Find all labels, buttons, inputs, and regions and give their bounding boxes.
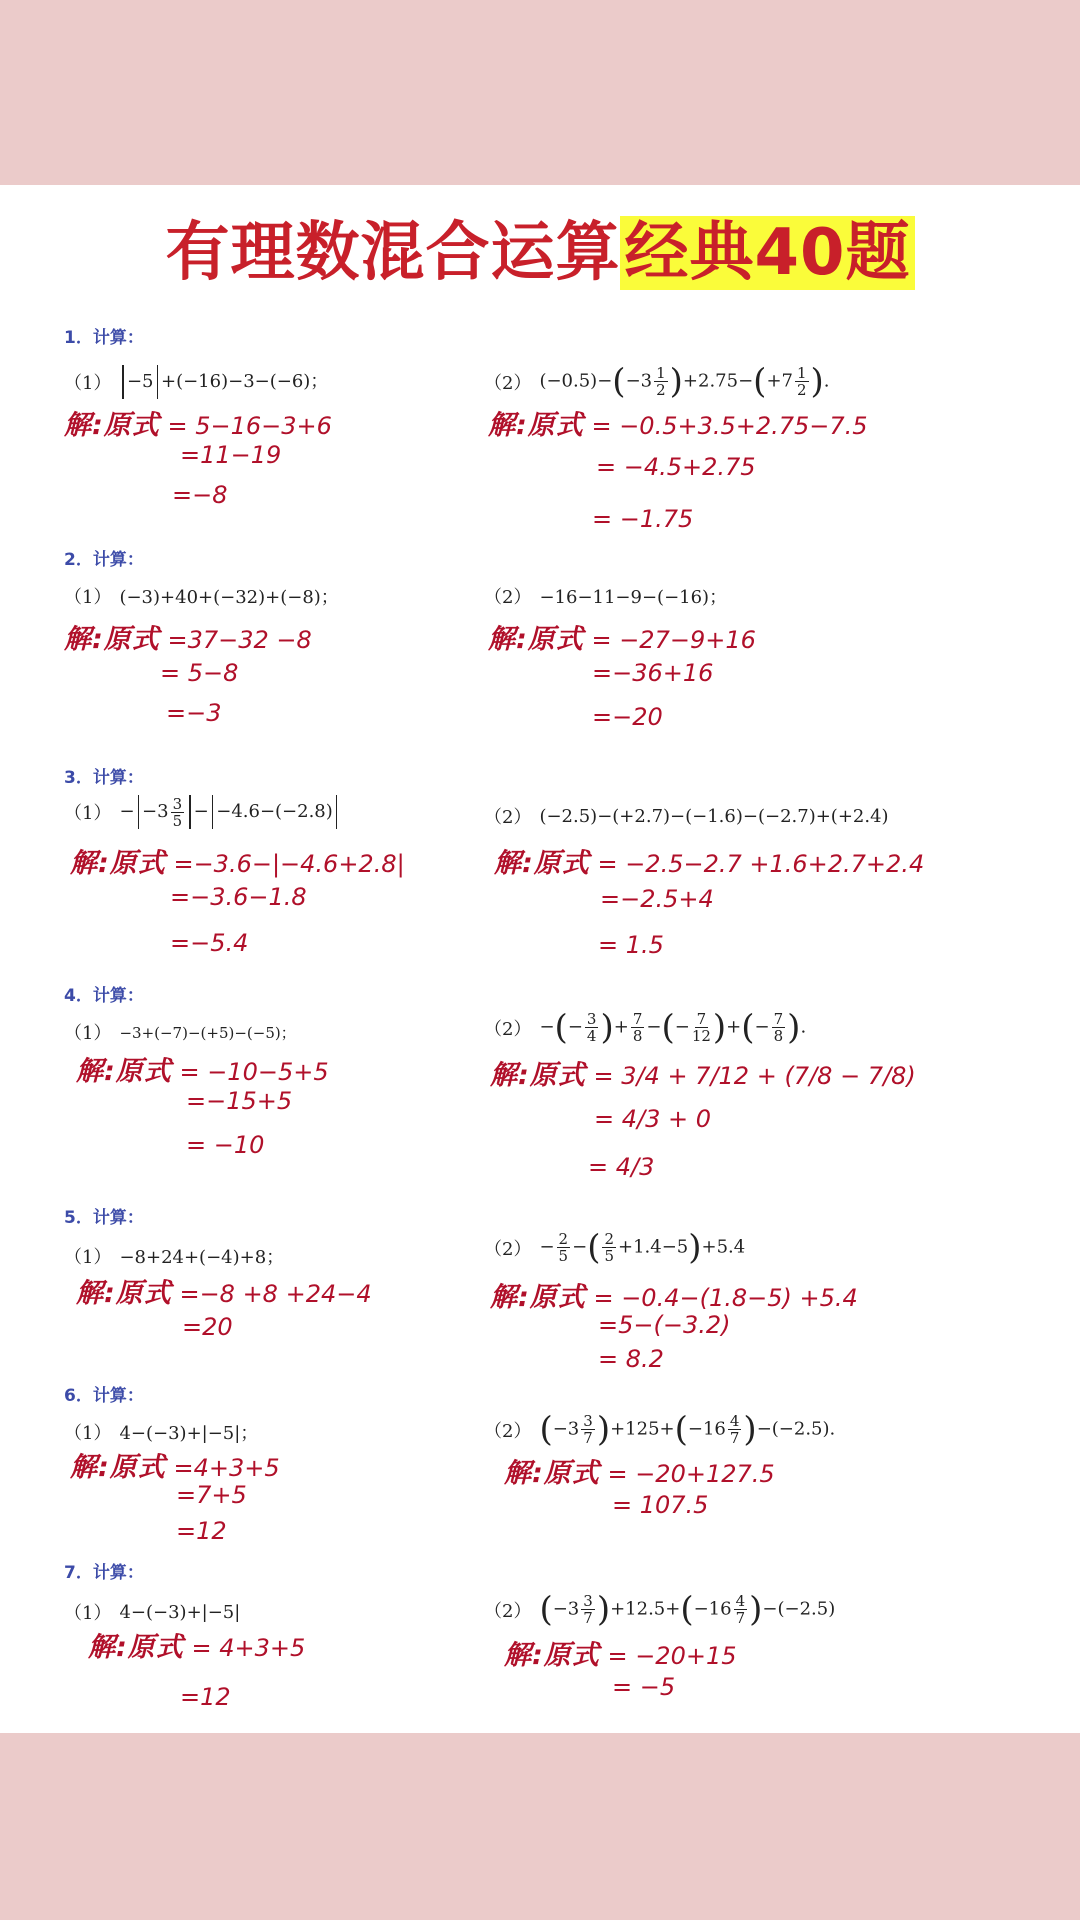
problem-tag: （2）: [484, 1238, 532, 1260]
solution-label: 解:原式: [490, 1282, 586, 1313]
problem-3-2: [484, 803, 889, 829]
solution-5-2: [490, 1275, 858, 1314]
solution-step: = 4/3 + 0: [594, 1105, 711, 1133]
problem-tag: （1）: [64, 1603, 112, 1624]
section-4-heading: 4．计算：: [64, 986, 144, 1006]
problem-expression: (−3 $\frac{3}{7}$ )+12.5+(−16 $\frac{4}{7}$ )−(−2.5): [539, 1589, 836, 1630]
solution-label: 解:原式: [70, 848, 166, 879]
solution-step: = −0.5+3.5+2.75−7.5: [591, 412, 868, 440]
solution-step: =−3.6−1.8: [170, 883, 307, 911]
solution-label: 解:原式: [504, 1458, 600, 1489]
solution-2-1: [64, 617, 312, 656]
solution-step: =−5.4: [170, 929, 249, 957]
solution-step: =−20: [592, 703, 663, 731]
problem-tag: （1）: [64, 587, 112, 608]
solution-step: = −10: [186, 1131, 265, 1159]
solution-step: = 5−16−3+6: [167, 412, 332, 440]
problem-6-2: [484, 1409, 836, 1450]
problem-tag: （1）: [64, 373, 112, 394]
problem-expression: (−2.5)−(+2.7)−(−1.6)−(−2.7)+(+2.4): [539, 805, 889, 827]
solution-label: 解:原式: [490, 1060, 586, 1091]
problem-expression: − −3 $\frac{3}{5}$ − −4.6−(−2.8): [119, 795, 340, 829]
problem-tag: （1）: [64, 803, 112, 824]
solution-step: = 4+3+5: [191, 1634, 306, 1662]
solution-step: =11−19: [180, 441, 282, 469]
problem-4-2: [484, 1007, 807, 1048]
solution-step: = −10−5+5: [179, 1058, 329, 1086]
solution-step: =12: [180, 1683, 231, 1711]
solution-step: =−8: [172, 481, 228, 509]
solution-6-2: [504, 1451, 775, 1490]
problem-expression: − $\frac{2}{5}$ −( $\frac{2}{5}$ +1.4−5)+5.4: [539, 1227, 746, 1268]
solution-2-2: [488, 617, 756, 656]
problem-2-2: [484, 583, 727, 609]
solution-step: = 1.5: [598, 931, 664, 959]
solution-step: = −2.5−2.7 +1.6+2.7+2.4: [597, 850, 925, 878]
solution-label: 解:原式: [76, 1056, 172, 1087]
solution-label: 解:原式: [64, 624, 160, 655]
section-2-heading: 2．计算：: [64, 550, 144, 570]
problem-tag: （1）: [64, 1423, 112, 1444]
solution-step: =37−32 −8: [167, 626, 312, 654]
problem-expression: (−3)+40+(−32)+(−8)；: [119, 587, 339, 608]
solution-step: =−2.5+4: [600, 885, 714, 913]
solution-step: = −20+127.5: [607, 1460, 775, 1488]
title-highlight: 经典40题: [620, 216, 914, 290]
solution-7-2: [504, 1633, 737, 1672]
problem-expression: 4−(−3)+|−5|: [119, 1601, 241, 1623]
solution-step: =20: [182, 1313, 233, 1341]
problem-tag: （2）: [484, 372, 532, 394]
solution-step: = −4.5+2.75: [596, 453, 756, 481]
solution-step: =−8 +8 +24−4: [179, 1280, 372, 1308]
solution-1-2: [488, 403, 868, 442]
solution-1-1: [64, 403, 332, 442]
solution-label: 解:原式: [504, 1640, 600, 1671]
solution-step: = −1.75: [592, 505, 694, 533]
solution-label: 解:原式: [494, 848, 590, 879]
solution-step: =7+5: [176, 1481, 247, 1509]
solution-6-1: [70, 1445, 280, 1484]
solution-5-1: [76, 1271, 372, 1310]
solution-label: 解:原式: [76, 1278, 172, 1309]
page-title: [0, 213, 1080, 293]
problem-5-1: [64, 1243, 284, 1269]
solution-step: =−3.6−|−4.6+2.8|: [173, 850, 405, 878]
problem-5-2: [484, 1227, 746, 1268]
solution-step: =12: [176, 1517, 227, 1545]
problem-tag: （2）: [484, 1600, 532, 1622]
solution-step: = 5−8: [160, 659, 239, 687]
problem-3-1: [64, 795, 340, 829]
solution-step: =−15+5: [186, 1087, 293, 1115]
title-main: 有理数混合运算: [165, 216, 621, 290]
problem-6-1: [64, 1419, 258, 1445]
solution-step: =5−(−3.2): [598, 1311, 731, 1339]
problem-tag: （2）: [484, 807, 532, 828]
problem-tag: （2）: [484, 587, 532, 608]
problem-expression: (−0.5)−(−3 $\frac{1}{2}$ )+2.75−(+7 $\frac{1}{2}$ ).: [539, 361, 830, 402]
solution-4-1: [76, 1049, 329, 1088]
solution-step: = −27−9+16: [591, 626, 756, 654]
section-1-heading: 1．计算：: [64, 328, 144, 348]
section-5-heading: 5．计算：: [64, 1208, 144, 1228]
solution-step: = 4/3: [588, 1153, 655, 1181]
problem-tag: （2）: [484, 1420, 532, 1442]
problem-tag: （1）: [64, 1247, 112, 1268]
solution-3-2: [494, 841, 924, 880]
solution-4-2: [490, 1053, 916, 1092]
worksheet-page: [0, 185, 1080, 1733]
solution-label: 解:原式: [88, 1632, 184, 1663]
problem-expression: −(− $\frac{3}{4}$ )+ $\frac{7}{8}$ −(− $\frac{7}{12}$ )+(− $\frac{7}{8}$ ).: [539, 1007, 807, 1048]
problem-4-1: [64, 1019, 296, 1045]
solution-step: = −0.4−(1.8−5) +5.4: [593, 1284, 858, 1312]
solution-step: = 8.2: [598, 1345, 664, 1373]
solution-step: =−3: [166, 699, 222, 727]
problem-expression: −16−11−9−(−16)；: [539, 587, 728, 608]
problem-2-1: [64, 583, 339, 609]
problem-7-2: [484, 1589, 836, 1630]
problem-7-1: [64, 1599, 240, 1625]
problem-expression: −5 +(−16)−3−(−6)；: [119, 365, 328, 399]
solution-label: 解:原式: [70, 1452, 166, 1483]
solution-7-1: [88, 1625, 305, 1664]
problem-expression: (−3 $\frac{3}{7}$ )+125+(−16 $\frac{4}{7}$ )−(−2.5).: [539, 1409, 836, 1450]
problem-1-2: [484, 361, 830, 402]
section-7-heading: 7．计算：: [64, 1563, 144, 1583]
solution-label: 解:原式: [488, 410, 584, 441]
solution-label: 解:原式: [64, 410, 160, 441]
solution-step: =−36+16: [592, 659, 714, 687]
section-6-heading: 6．计算：: [64, 1386, 144, 1406]
problem-tag: （2）: [484, 1018, 532, 1040]
solution-step: = 3/4 + 7/12 + (7/8 − 7/8): [593, 1062, 916, 1090]
solution-step: =4+3+5: [173, 1454, 280, 1482]
problem-expression: −3+(−7)−(+5)−(−5)；: [119, 1023, 296, 1042]
solution-3-1: [70, 841, 405, 880]
problem-tag: （1）: [64, 1023, 112, 1044]
problem-expression: −8+24+(−4)+8；: [119, 1247, 285, 1268]
section-3-heading: 3．计算：: [64, 768, 144, 788]
solution-step: = 107.5: [612, 1491, 709, 1519]
problem-expression: 4−(−3)+|−5|；: [119, 1423, 259, 1444]
problem-1-1: [64, 365, 328, 399]
solution-label: 解:原式: [488, 624, 584, 655]
solution-step: = −5: [612, 1673, 676, 1701]
solution-step: = −20+15: [607, 1642, 737, 1670]
